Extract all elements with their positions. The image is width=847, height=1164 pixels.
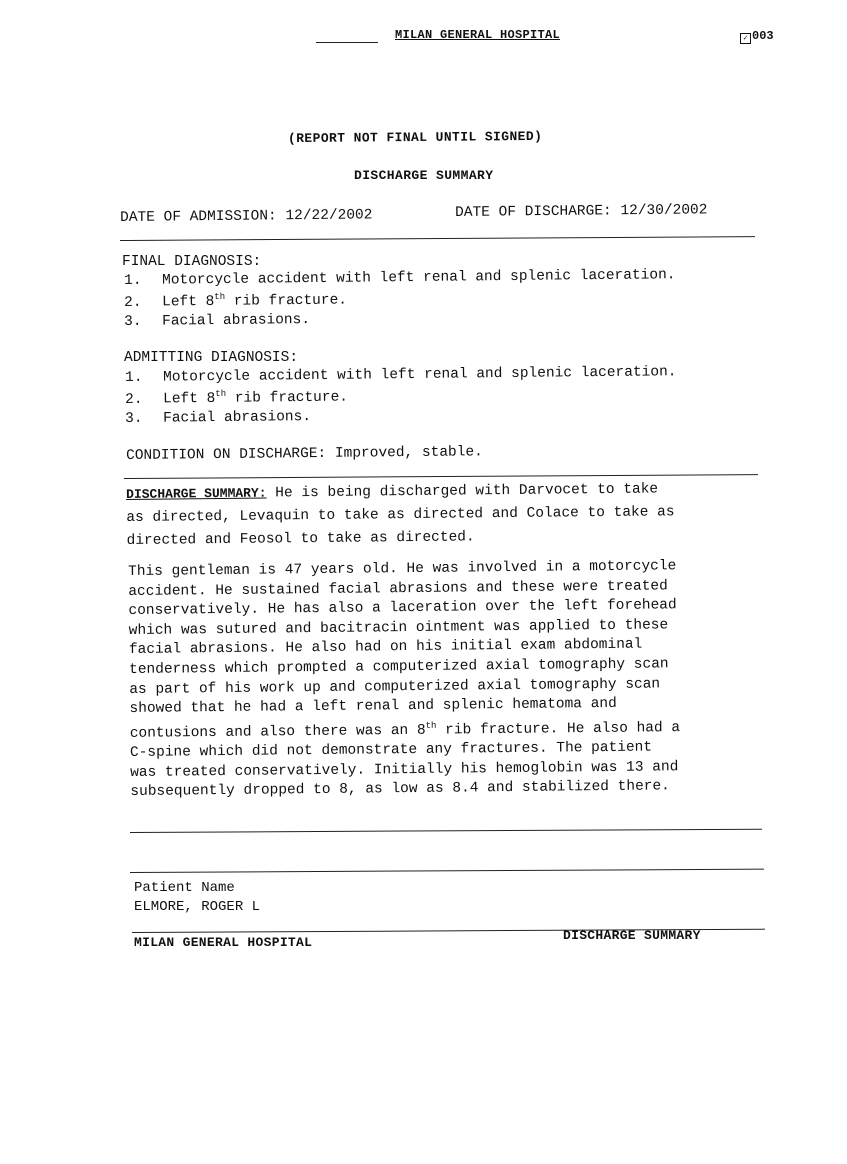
admitting-diagnosis-item: 3. Facial abrasions. — [125, 409, 312, 427]
header-hospital-name: MILAN GENERAL HOSPITAL — [395, 28, 561, 42]
narrative-line: which was sutured and bacitracin ointment was applied to these — [128, 617, 669, 639]
admitting-diagnosis-item: 2. Left 8th rib fracture. — [125, 388, 349, 408]
discharge-summary-label: DISCHARGE SUMMARY: — [126, 485, 267, 502]
footer-hospital: MILAN GENERAL HOSPITAL — [134, 935, 313, 950]
narrative-paragraph — [128, 556, 780, 803]
narrative-line: conservatively. He has also a laceration over the left forehead — [128, 597, 677, 620]
admitting-diagnosis-heading: ADMITTING DIAGNOSIS: — [124, 350, 299, 366]
condition-on-discharge: CONDITION ON DISCHARGE: Improved, stable. — [126, 444, 483, 464]
discharge-summary-line: DISCHARGE SUMMARY: He is being discharged with Darvocet to take — [126, 481, 659, 502]
divider-dates — [120, 236, 755, 241]
discharge-summary-paragraph — [126, 476, 777, 553]
report-status: (REPORT NOT FINAL UNTIL SIGNED) — [287, 128, 543, 147]
narrative-line: showed that he had a left renal and splenic hematoma and — [129, 696, 617, 718]
narrative-line: was treated conservatively. Initially his hemoglobin was 13 and — [130, 759, 679, 781]
fax-page-number: ✓ 003 — [740, 29, 774, 44]
narrative-line: This gentleman is 47 years old. He was involved in a motorcycle — [128, 558, 677, 580]
document-title: DISCHARGE SUMMARY — [354, 168, 494, 183]
fax-checkbox-icon: ✓ — [740, 33, 751, 44]
narrative-line: tenderness which prompted a computerized axial tomography scan — [129, 656, 669, 678]
narrative-line: contusions and also there was an 8th rib fracture. He also had a — [129, 719, 681, 742]
signature-line — [130, 829, 762, 833]
narrative-line: accident. He sustained facial abrasions and these were treated — [128, 577, 668, 600]
discharge-summary-line: directed and Feosol to take as directed. — [126, 529, 475, 549]
admitting-diagnosis-item: 1. Motorcycle accident with left renal and splenic laceration. — [125, 364, 677, 386]
header-underline-left — [316, 42, 378, 43]
signature-line — [130, 869, 764, 873]
narrative-line: as part of his work up and computerized axial tomography scan — [129, 675, 661, 698]
patient-name: ELMORE, ROGER L — [134, 899, 261, 915]
final-diagnosis-heading: FINAL DIAGNOSIS: — [122, 254, 262, 270]
discharge-summary-line: as directed, Levaquin to take as directed and Colace to take as — [126, 504, 675, 526]
narrative-line: subsequently dropped to 8, as low as 8.4 and stabilized there. — [130, 778, 670, 801]
footer-doc-type: DISCHARGE SUMMARY — [563, 928, 701, 943]
final-diagnosis-item: 2. Left 8th rib fracture. — [124, 291, 348, 311]
admission-date: DATE OF ADMISSION: 12/22/2002 — [120, 207, 373, 226]
patient-name-label: Patient Name — [134, 880, 235, 896]
final-diagnosis-item: 1. Motorcycle accident with left renal and splenic laceration. — [124, 267, 676, 289]
final-diagnosis-item: 3. Facial abrasions. — [124, 312, 311, 330]
narrative-line: facial abrasions. He also had on his initial exam abdominal — [128, 636, 643, 659]
discharge-date: DATE OF DISCHARGE: 12/30/2002 — [455, 202, 708, 221]
narrative-line: C-spine which did not demonstrate any fractures. The patient — [129, 739, 653, 762]
